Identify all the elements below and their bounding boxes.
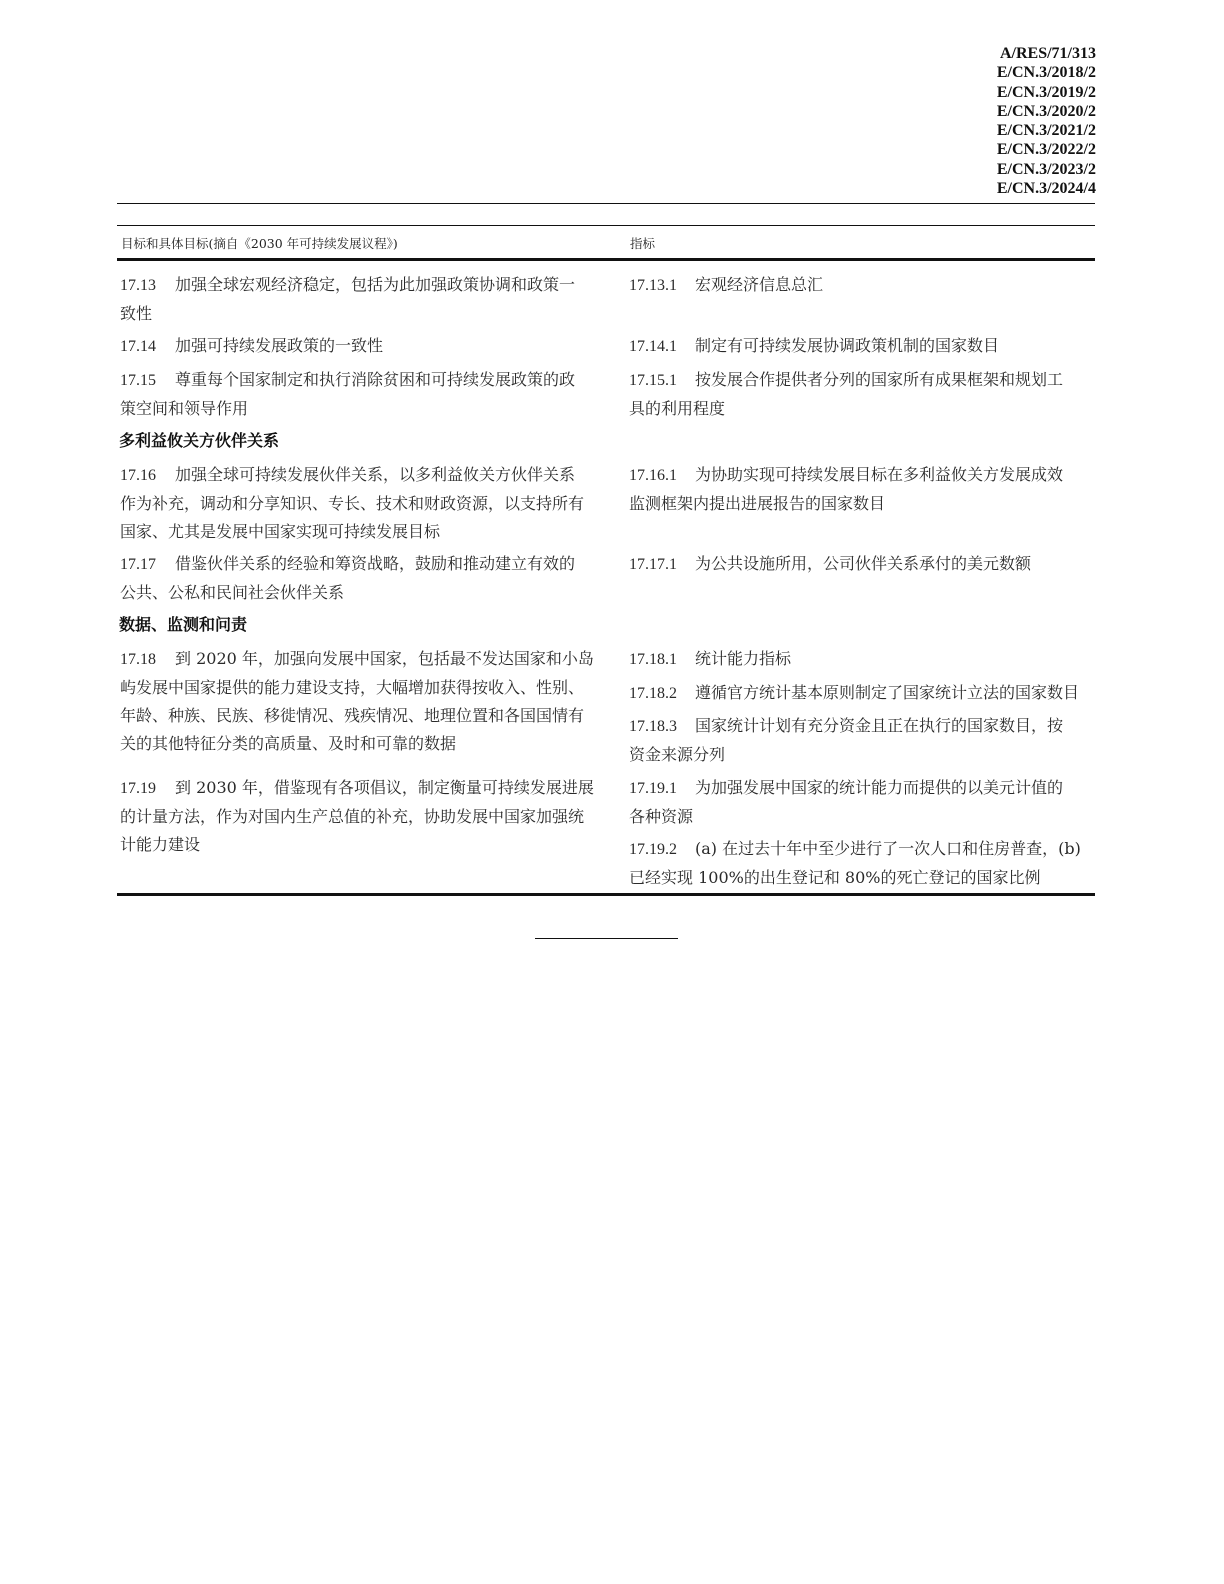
header-divider xyxy=(117,203,1095,204)
indicator-number: 17.18.3 xyxy=(629,718,677,735)
indicator-17-15-1 xyxy=(629,366,1063,423)
indicator-17-14-1 xyxy=(629,332,999,361)
target-row-17-13 xyxy=(120,271,575,328)
document-symbol: E/CN.3/2020/2 xyxy=(996,102,1096,120)
document-symbol: E/CN.3/2021/2 xyxy=(996,122,1096,140)
indicator-text: 监测框架内提出进展报告的国家数目 xyxy=(629,494,886,513)
targets-indicators-table xyxy=(117,225,1095,261)
target-text: 借鉴伙伴关系的经验和筹资战略，鼓励和推动建立有效的 xyxy=(175,554,576,573)
indicator-text: 已经实现 100%的出生登记和 80%的死亡登记的国家比例 xyxy=(629,868,1041,887)
target-text: 计能力建设 xyxy=(120,835,201,854)
indicator-number: 17.16.1 xyxy=(629,467,677,484)
document-symbol: E/CN.3/2018/2 xyxy=(996,64,1096,82)
target-text: 致性 xyxy=(120,304,153,323)
document-symbols xyxy=(997,44,1096,198)
target-text: 加强全球宏观经济稳定，包括为此加强政策协调和政策一 xyxy=(175,275,576,294)
indicator-number: 17.13.1 xyxy=(629,277,677,294)
indicator-text: 遵循官方统计基本原则制定了国家统计立法的国家数目 xyxy=(695,683,1080,702)
target-text: 年龄、种族、民族、移徙情况、残疾情况、地理位置和各国国情有 xyxy=(120,706,585,725)
target-text: 屿发展中国家提供的能力建设支持，大幅增加获得按收入、性别、 xyxy=(120,678,585,697)
indicator-17-18-1 xyxy=(629,645,791,674)
document-symbol: E/CN.3/2024/4 xyxy=(996,180,1096,198)
indicator-text: 各种资源 xyxy=(629,807,694,826)
target-text: 到 2030 年，借鉴现有各项倡议，制定衡量可持续发展进展 xyxy=(175,778,594,797)
target-row-17-16 xyxy=(120,461,584,546)
indicator-number: 17.14.1 xyxy=(629,338,677,355)
target-number: 17.16 xyxy=(120,467,156,484)
indicator-text: 为公共设施所用，公司伙伴关系承付的美元数额 xyxy=(695,554,1032,573)
indicator-text: 为加强发展中国家的统计能力而提供的以美元计值的 xyxy=(695,778,1064,797)
indicator-text: 具的利用程度 xyxy=(629,399,726,418)
indicator-text: 制定有可持续发展协调政策机制的国家数目 xyxy=(695,336,1000,355)
indicator-17-18-3 xyxy=(629,712,1063,769)
target-text: 到 2020 年，加强向发展中国家，包括最不发达国家和小岛 xyxy=(175,649,594,668)
document-symbol: E/CN.3/2019/2 xyxy=(996,83,1096,101)
indicator-text: 宏观经济信息总汇 xyxy=(695,275,824,294)
indicator-text: 按发展合作提供者分列的国家所有成果框架和规划工 xyxy=(695,370,1064,389)
indicator-text: (a) 在过去十年中至少进行了一次人口和住房普查，(b) xyxy=(695,839,1081,858)
target-row-17-18 xyxy=(120,645,594,758)
document-symbol: A/RES/71/313 xyxy=(999,45,1096,62)
target-number: 17.18 xyxy=(120,651,156,668)
indicator-number: 17.19.1 xyxy=(629,780,677,797)
document-end-rule xyxy=(535,938,678,939)
target-text: 作为补充，调动和分享知识、专长、技术和财政资源，以支持所有 xyxy=(120,494,585,513)
table-bottom-rule xyxy=(117,893,1095,896)
indicator-17-13-1 xyxy=(629,271,823,300)
indicator-17-17-1 xyxy=(629,550,1031,579)
indicator-number: 17.15.1 xyxy=(629,372,677,389)
indicator-number: 17.18.2 xyxy=(629,685,677,702)
section-heading-data-monitoring: 数据、监测和问责 xyxy=(119,615,248,634)
target-text: 尊重每个国家制定和执行消除贫困和可持续发展政策的政 xyxy=(175,370,576,389)
indicator-text: 统计能力指标 xyxy=(695,649,792,668)
indicator-17-19-1 xyxy=(629,774,1063,831)
column-header-indicators: 指标 xyxy=(630,236,656,251)
target-number: 17.14 xyxy=(120,338,156,355)
indicator-17-16-1 xyxy=(629,461,1063,518)
target-text: 国家、尤其是发展中国家实现可持续发展目标 xyxy=(120,522,441,541)
target-number: 17.13 xyxy=(120,277,156,294)
target-text: 加强全球可持续发展伙伴关系，以多利益攸关方伙伴关系 xyxy=(175,465,576,484)
target-text: 策空间和领导作用 xyxy=(120,399,249,418)
indicator-text: 国家统计计划有充分资金且正在执行的国家数目，按 xyxy=(695,716,1064,735)
target-text: 公共、公私和民间社会伙伴关系 xyxy=(120,583,345,602)
indicator-text: 为协助实现可持续发展目标在多利益攸关方发展成效 xyxy=(695,465,1064,484)
table-header xyxy=(117,225,1095,261)
column-header-targets: 目标和具体目标(摘自《2030 年可持续发展议程》) xyxy=(121,236,398,251)
document-symbol: E/CN.3/2023/2 xyxy=(996,160,1096,178)
target-number: 17.15 xyxy=(120,372,156,389)
indicator-17-18-2 xyxy=(629,679,1079,708)
target-row-17-15 xyxy=(120,366,575,423)
target-number: 17.17 xyxy=(120,556,156,573)
indicator-text: 资金来源分列 xyxy=(629,745,726,764)
target-row-17-14 xyxy=(120,332,383,361)
target-number: 17.19 xyxy=(120,780,156,797)
target-row-17-19 xyxy=(120,774,594,859)
indicator-number: 17.17.1 xyxy=(629,556,677,573)
indicator-number: 17.19.2 xyxy=(629,841,677,858)
indicator-number: 17.18.1 xyxy=(629,651,677,668)
target-text: 的计量方法，作为对国内生产总值的补充，协助发展中国家加强统 xyxy=(120,807,585,826)
target-text: 关的其他特征分类的高质量、及时和可靠的数据 xyxy=(120,734,457,753)
section-heading-multi-stakeholder: 多利益攸关方伙伴关系 xyxy=(119,431,280,450)
target-text: 加强可持续发展政策的一致性 xyxy=(175,336,384,355)
document-symbol: E/CN.3/2022/2 xyxy=(996,141,1096,159)
indicator-17-19-2 xyxy=(629,835,1081,892)
target-row-17-17 xyxy=(120,550,575,607)
